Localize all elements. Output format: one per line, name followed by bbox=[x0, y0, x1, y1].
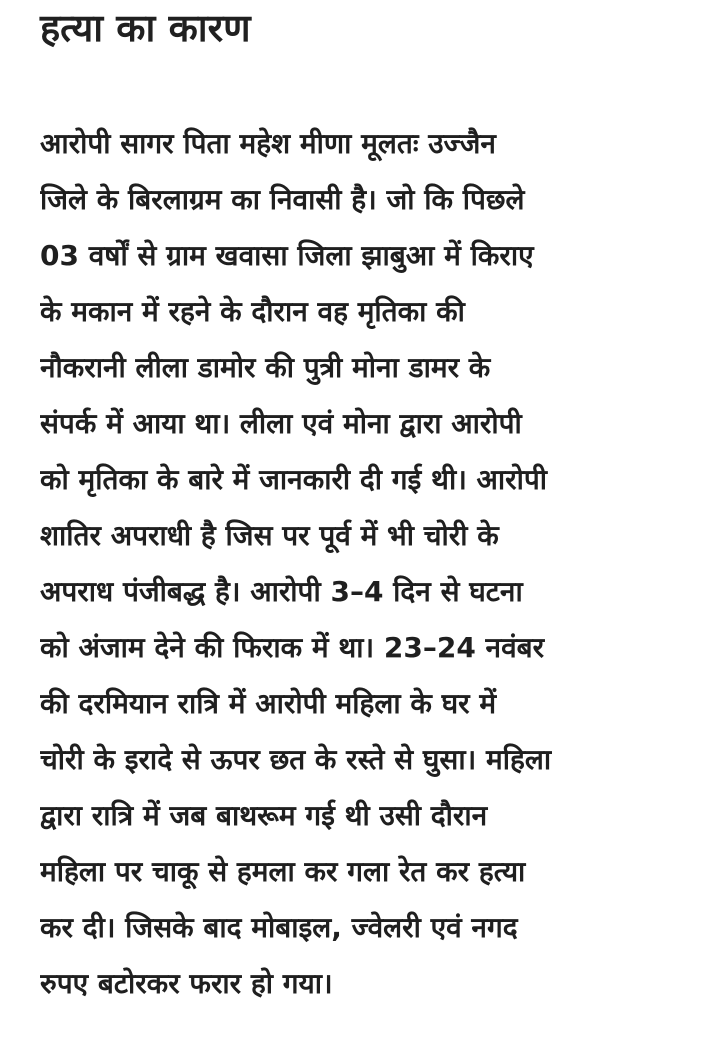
body-line: संपर्क में आया था। लीला एवं मोना द्वारा आरोपी bbox=[40, 407, 522, 440]
body-line: चोरी के इरादे से ऊपर छत के रस्ते से घुसा। महिला bbox=[40, 743, 552, 776]
body-line: के मकान में रहने के दौरान वह मृतिका की bbox=[40, 295, 465, 328]
article-body bbox=[40, 116, 700, 1012]
body-line: द्वारा रात्रि में जब बाथरूम गई थी उसी दौरान bbox=[40, 799, 488, 832]
body-line: शातिर अपराधी है जिस पर पूर्व में भी चोरी के bbox=[40, 519, 499, 552]
body-line: को मृतिका के बारे में जानकारी दी गई थी। आरोपी bbox=[40, 463, 548, 496]
body-line: कर दी। जिसके बाद मोबाइल, ज्वेलरी एवं नगद bbox=[40, 911, 518, 944]
body-line: नौकरानी लीला डामोर की पुत्री मोना डामर के bbox=[40, 351, 491, 384]
body-line: जिले के बिरलाग्रम का निवासी है। जो कि पिछले bbox=[40, 183, 525, 216]
body-line: आरोपी सागर पिता महेश मीणा मूलतः उज्जैन bbox=[40, 127, 496, 160]
body-line: 03 वर्षों से ग्राम खवासा जिला झाबुआ में किराए bbox=[40, 239, 534, 272]
article-heading: हत्या का कारण bbox=[40, 6, 251, 50]
body-line: अपराध पंजीबद्ध है। आरोपी 3–4 दिन से घटना bbox=[40, 575, 523, 608]
body-line: की दरमियान रात्रि में आरोपी महिला के घर में bbox=[40, 687, 497, 720]
body-line: महिला पर चाकू से हमला कर गला रेत कर हत्या bbox=[40, 855, 526, 888]
body-line: को अंजाम देने की फिराक में था। 23–24 नवंबर bbox=[40, 631, 545, 664]
body-line: रुपए बटोरकर फरार हो गया। bbox=[40, 967, 333, 1000]
